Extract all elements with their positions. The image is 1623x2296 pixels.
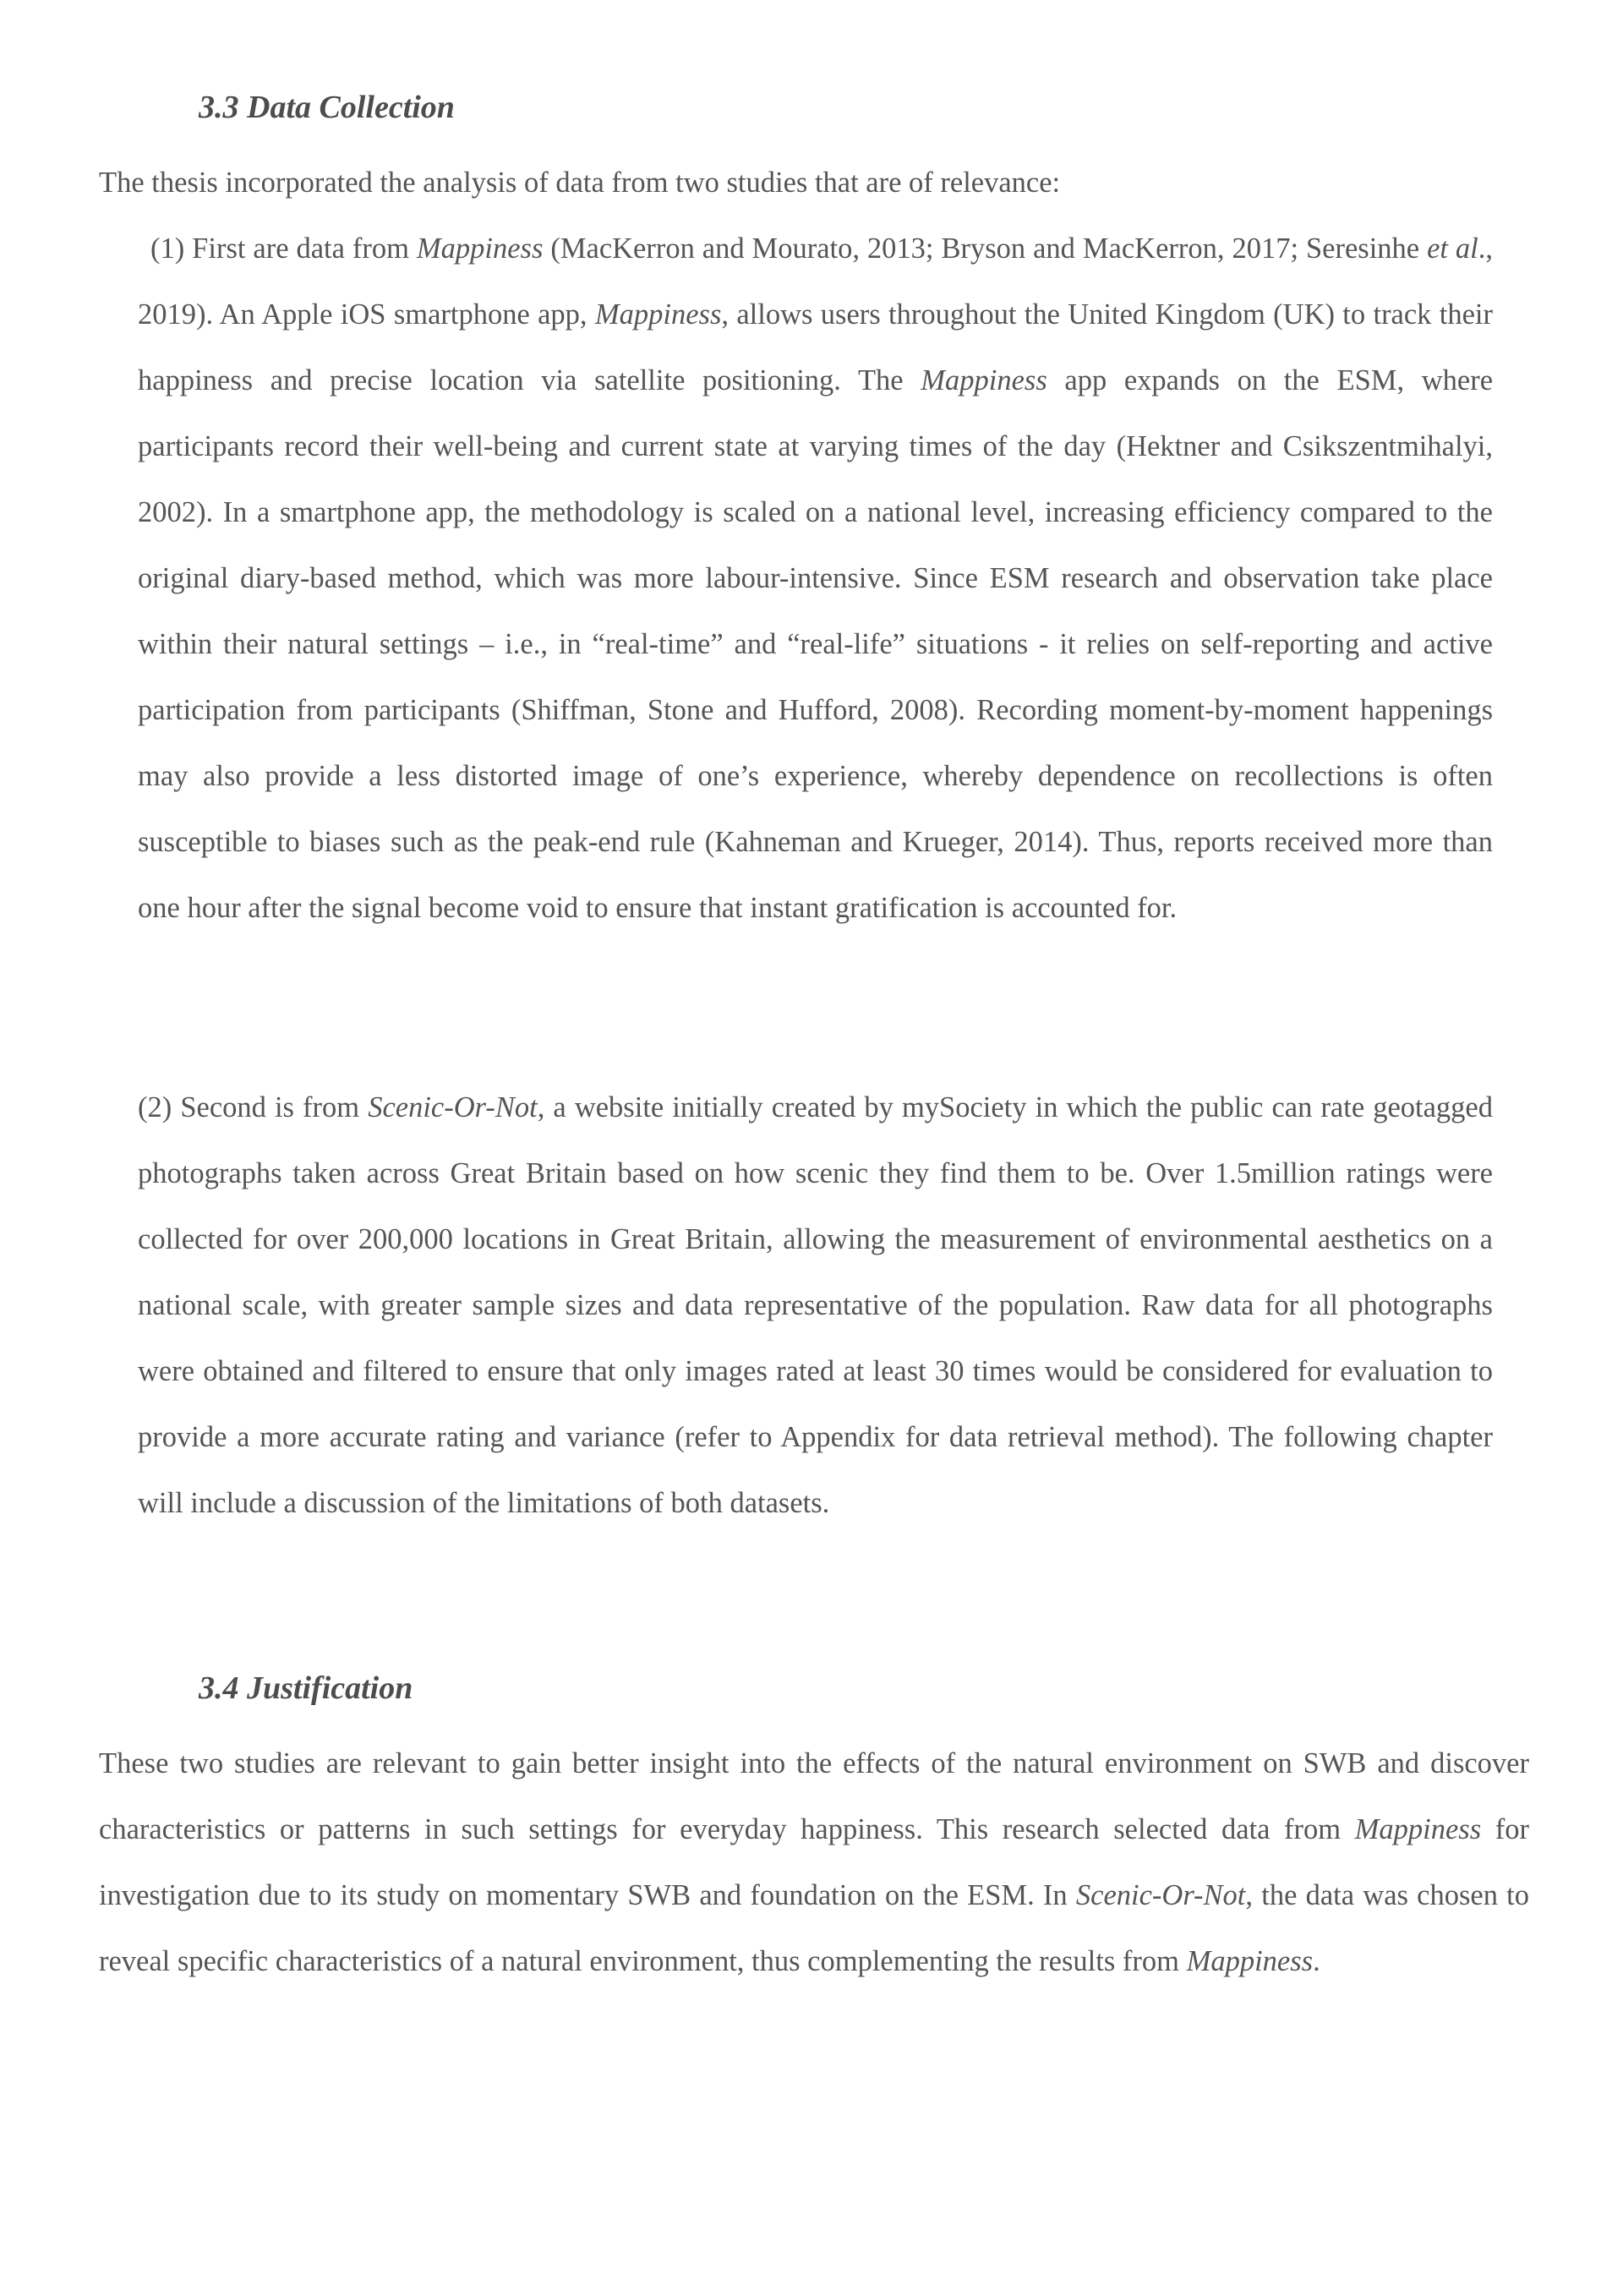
paragraph-mappiness-data: (1) First are data from Mappiness (MacKerron and Mourato, 2013; Bryson and MacKerron, 2017; Seresinhe et al., 2019). An Apple iOS smartphone app, Mappiness, allows users throughout the United Kingdom (UK) to track their happiness and precise location via satellite positioning. The Mappiness app expands on the ESM, where participants record their well-being and current state at varying times of the day (Hektner and Csikszentmihalyi, 2002). In a smartphone app, the methodology is scaled on a national level, increasing efficiency compared to the original diary-based method, which was more labour-intensive. Since ESM research and observation take place within their natural settings – i.e., in “real-time” and “real-life” situations - it relies on self-reporting and active participation from participants (Shiffman, Stone and Hufford, 2008). Recording moment-by-moment happenings may also provide a less distorted image of one’s experience, whereby dependence on recollections is often susceptible to biases such as the peak-end rule (Kahneman and Krueger, 2014). Thus, reports received more than one hour after the signal become void to ensure that instant gratification is accounted for. <box>138 232 1494 924</box>
intro-paragraph: The thesis incorporated the analysis of data from two studies that are of relevance: <box>99 167 1061 199</box>
paragraph-scenic-or-not-data: (2) Second is from Scenic-Or-Not, a website initially created by mySociety in which the public can rate geotagged photographs taken across Great Britain based on how scenic they find them to be. Over 1.5million ratings were collected for over 200,000 locations in Great Britain, allowing the measurement of environmental aesthetics on a national scale, with greater sample sizes and data representative of the population. Raw data for all photographs were obtained and filtered to ensure that only images rated at least 30 times would be considered for evaluation to provide a more accurate rating and variance (refer to Appendix for data retrieval method). The following chapter will include a discussion of the limitations of both datasets. <box>138 1091 1493 1519</box>
section-heading-justification: 3.4 Justification <box>199 1670 413 1706</box>
section-heading-data-collection: 3.3 Data Collection <box>199 90 455 125</box>
paragraph-justification: These two studies are relevant to gain better insight into the effects of the natural environment on SWB and discover characteristics or patterns in such settings for everyday happiness. This research selected data from Mappiness for investigation due to its study on momentary SWB and foundation on the ESM. In Scenic-Or-Not, the data was chosen to reveal specific characteristics of a natural environment, thus complementing the results from Mappiness. <box>99 1747 1529 1977</box>
